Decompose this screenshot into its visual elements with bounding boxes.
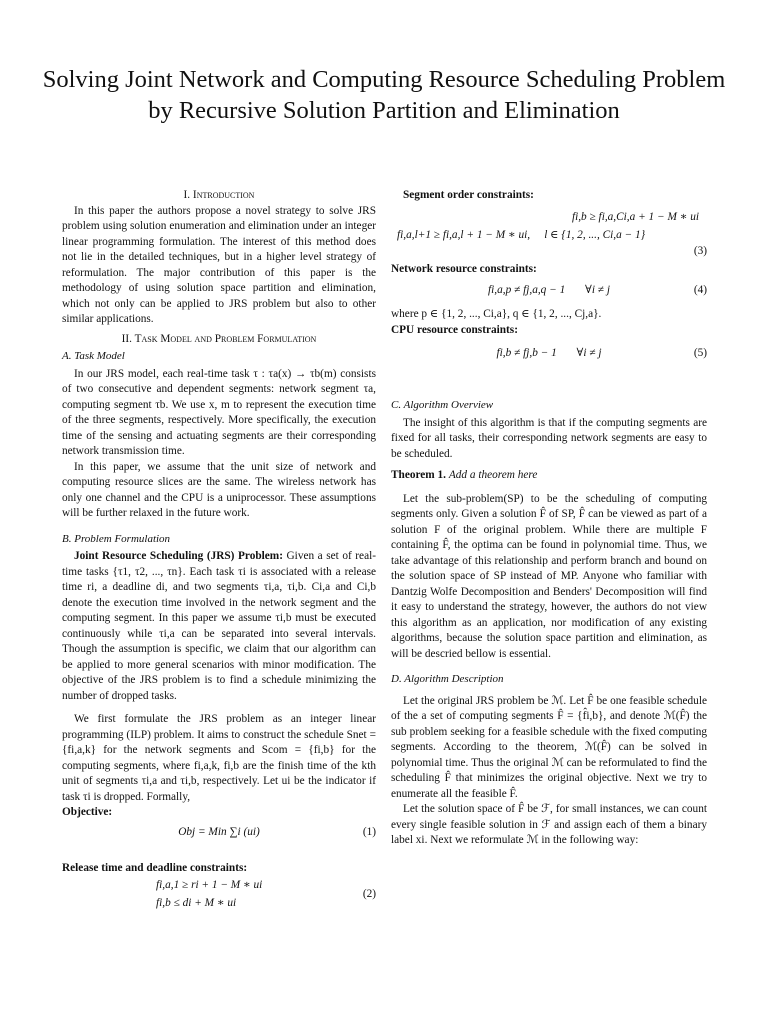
jrs-problem-label: Joint Resource Scheduling (JRS) Problem: [74,550,283,562]
paragraph-algorithm-insight: The insight of this algorithm is that if the computing segments are fixed for all tasks, their corresponding network segments are easy to be scheduled. [391,416,707,460]
paragraph-jrs-problem [62,549,376,704]
section-heading-task-model: II. Task Model and Problem Formulation [121,332,317,345]
paragraph-subproblem: Let the sub-problem(SP) to be the scheduling of computing segments only. Given a solution F̂ of SP, F̂ can be viewed as part of a solution F of the original problem. While there are multiple F containing F̂, the optima can be found in polynomial time. Thus, we take advantage of this relationship and perform branch and bound on the solution space of SP instead of MP. Anyone who familiar with Dantzig Wolfe Decomposition and Benders' Decomposition will find it easy to understand the strategy, however, the authors do not view this algorithm as an application, nor modification of any existing algorithms, because the solution space partition and elimination, as will be descried bellow is essential. [391,492,707,660]
network-constraints-label: Network resource constraints: [391,262,537,275]
paragraph-assumptions: In this paper, we assume that the unit size of network and computing resource slices are the same. The wireless network has only one channel and the CPU is a uniprocessor. These assumptions will be further relaxed in the future work. [62,460,376,519]
equation-3-number: (3) [693,244,707,257]
equation-1-body: Obj = Min ∑i (ui) [178,825,260,838]
paper-title: Solving Joint Network and Computing Resource Scheduling Problem by Recursive Solution Partition and Elimination [42,66,726,124]
equation-2-line-1: fi,a,1 ≥ ri + 1 − M ∗ ui [156,879,263,891]
paragraph-algorithm-description: Let the original JRS problem be ℳ. Let F̂ be one feasible schedule of the a set of computing segments F̂ = {f̂i,b}, and denote ℳ(F̂) the sub problem seeking for a feasible schedule with the fixed computing segments. According to the theorem, ℳ(F̂) can be solved in polynomial time. Thus the original ℳ can be reformulated to find the scheduling F̂ that minimizes the original objective. Next we try to enumerate all the feasible F̂. [391,694,707,800]
theorem-1-label: Theorem 1. [391,469,447,481]
subsection-heading-problem-formulation: B. Problem Formulation [62,532,171,545]
equation-2-number: (2) [362,888,376,900]
equation-4 [391,283,707,303]
equation-4-body: fi,a,p ≠ fj,a,q − 1 ∀i ≠ j [488,284,610,296]
equation-5-number: (5) [693,347,707,359]
theorem-1 [391,468,707,484]
equation-3 [391,210,707,257]
right-column [391,188,707,849]
paragraph-task-model: In our JRS model, each real-time task τ : τa(x) → τb(m) consists of two consecutive and dependent segments: network segment τa, computing segment τb. We use x, m to represent the execution time of the three segments, respectively. More specifically, the execution time of the sensing and actuating segments are their corresponding network transmission time. [62,367,376,457]
paragraph-solution-space: Let the solution space of F̂ be ℱ, for small instances, we can count every single feasible solution in ℱ and assign each of them a binary label xi. Next we reformulate ℳ in the following way: [391,803,707,846]
theorem-1-text: Add a theorem here [448,469,538,481]
equation-1-number: (1) [362,825,376,838]
equation-5 [391,346,707,366]
jrs-problem-text: Given a set of real-time tasks {τ1, τ2, ..., τn}. Each task τi is associated with a release time ri, a deadline di, and two segments τi,a, τi,b. Ci,a and Ci,b denote the execution time involved in the network segment and the computing segment. In this paper we assume τi,b must be executed continuously while τi,a can be separated into several intervals. Though the assumption is specific, we claim that our algorithm can be applied to more general scenarios with minor modification. The objective of the JRS problem is to find a schedule minimizing the number of dropped tasks. [62,550,376,702]
equation-4-number: (4) [693,284,707,296]
left-column [62,188,376,914]
subsection-heading-algorithm-overview: C. Algorithm Overview [391,399,494,411]
subsection-heading-task-model: A. Task Model [62,350,125,362]
subsection-heading-algorithm-description: D. Algorithm Description [391,673,504,685]
equation-2 [62,876,376,914]
equation-5-body: fi,b ≠ fj,b − 1 ∀i ≠ j [496,347,602,359]
paragraph-introduction: In this paper the authors propose a novel strategy to solve JRS problem using solution enumeration and elimination under an integer linear programming formulation. The interest of this method does not lie in the detailed techniques, but in a higher level strategy of reformulation. The major contribution of this paper is the methodology of using solution space partition and elimination, which not only can be applied to JRS problem but also to other similar applications. [62,204,376,325]
equation-1 [62,825,376,851]
equation-3-line-1: fi,b ≥ fi,a,Ci,a + 1 − M ∗ ui [571,210,699,223]
paragraph-where: where p ∈ {1, 2, ..., Ci,a}, q ∈ {1, 2, ..., Cj,a}. [391,308,602,320]
section-heading-introduction: I. Introduction [183,189,255,201]
paragraph-ilp-formulation: We first formulate the JRS problem as an integer linear programming (ILP) problem. It aims to construct the schedule Snet = {fi,a,k} for the network segments and Scom = {fi,b} for the computing segments, where fi,a,k, fi,b are the finish time of the kth unit of segments τi,a and τi,b, respectively. Let ui be the indicator if task τi is dropped. Formally, [62,713,376,803]
segment-constraints-label: Segment order constraints: [403,189,534,201]
cpu-constraints-label: CPU resource constraints: [391,323,518,336]
objective-label: Objective: [62,806,113,818]
release-constraints-label: Release time and deadline constraints: [62,861,248,874]
equation-2-line-2: fi,b ≤ di + M ∗ ui [156,897,237,909]
equation-3-line-2: fi,a,l+1 ≥ fi,a,l + 1 − M ∗ ui, l ∈ {1, 2, ..., Ci,a − 1} [397,228,646,241]
